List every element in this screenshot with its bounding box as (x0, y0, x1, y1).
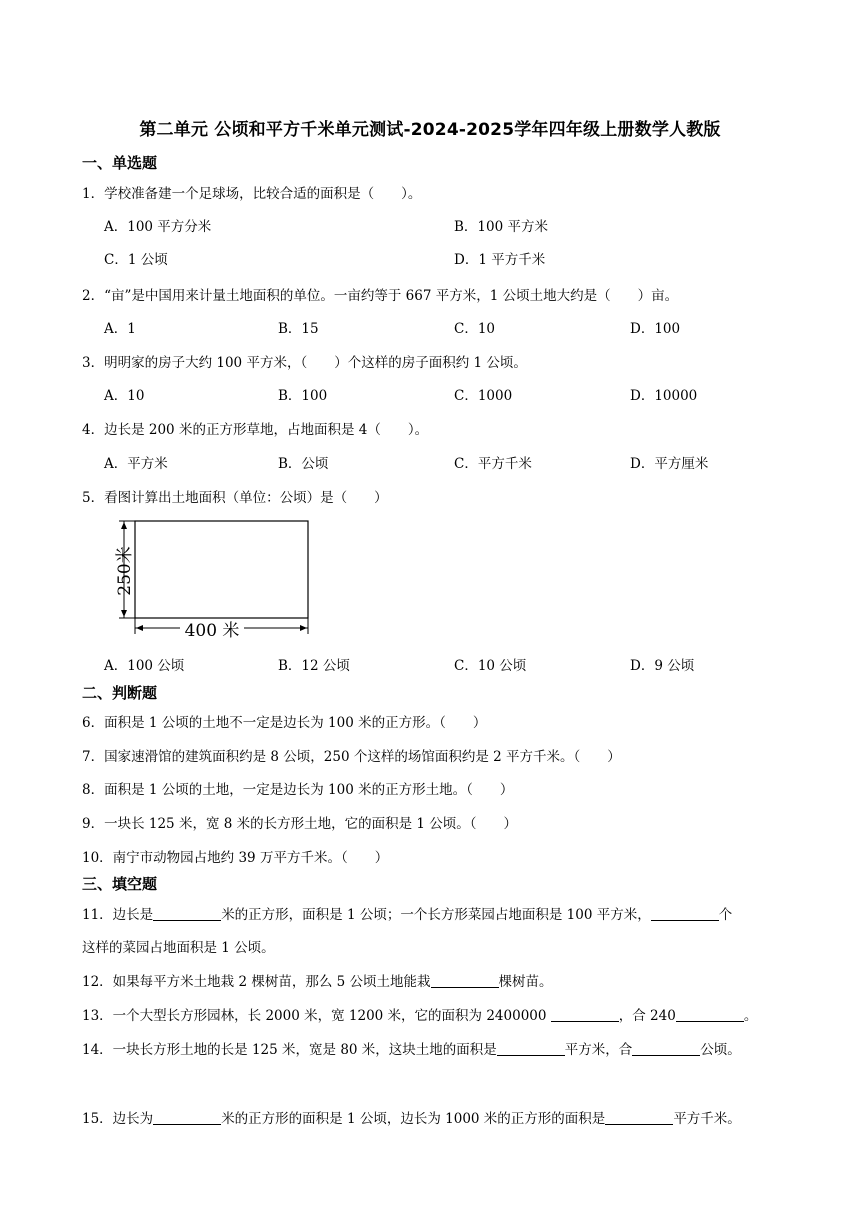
question-11-line-2: 这样的菜园占地面积是 1 公顷。 (82, 940, 275, 956)
question-15: 15．边长为 米的正方形的面积是 1 公顷，边长为 1000 米的正方形的面积是 平方千米。 (82, 1111, 741, 1127)
q1-option-c: C．1 公顷 (104, 252, 168, 268)
q3-option-c: C．1000 (454, 388, 513, 404)
q4-option-d: D．平方厘米 (630, 456, 709, 472)
section-heading-true-false: 二、判断题 (82, 684, 158, 702)
question-7: 7．国家速滑馆的建筑面积约是 8 公顷，250 个这样的场馆面积约是 2 平方千米。（ ） (82, 749, 621, 765)
section-heading-fill-blank: 三、填空题 (82, 875, 158, 893)
question-2: 2．“亩”是中国用来计量土地面积的单位。一亩约等于 667 平方米，1 公顷土地大约是（ ）亩。 (82, 288, 679, 304)
q15-blank-2[interactable] (605, 1110, 673, 1125)
q1-option-d: D．1 平方千米 (454, 252, 546, 268)
q13-blank-1[interactable] (551, 1007, 619, 1022)
q2-option-c: C．10 (454, 321, 496, 337)
land-rectangle (135, 521, 308, 618)
q3-option-a: A．10 (104, 388, 145, 404)
question-9: 9．一块长 125 米，宽 8 米的长方形土地，它的面积是 1 公顷。（ ） (82, 816, 518, 832)
q2-option-d: D．100 (630, 321, 681, 337)
width-label: 400 米 (184, 621, 240, 641)
q1-option-b: B．100 平方米 (454, 219, 548, 235)
height-label: 250米 (115, 546, 135, 596)
q11-blank-2[interactable] (651, 906, 719, 921)
page-title: 第二单元 公顷和平方千米单元测试-2024-2025学年四年级上册数学人教版 (139, 120, 721, 140)
q12-blank[interactable] (431, 973, 499, 988)
q3-option-b: B．100 (278, 388, 328, 404)
q14-blank-2[interactable] (632, 1041, 700, 1056)
section-heading-single-choice: 一、单选题 (82, 154, 158, 172)
q15-blank-1[interactable] (153, 1110, 221, 1125)
q11-blank-1[interactable] (153, 906, 221, 921)
question-12: 12．如果每平方米土地栽 2 棵树苗，那么 5 公顷土地能栽 棵树苗。 (82, 974, 553, 990)
q1-option-a: A．100 平方分米 (104, 219, 212, 235)
question-5: 5．看图计算出土地面积（单位：公顷）是（ ） (82, 490, 388, 506)
question-10: 10．南宁市动物园占地约 39 万平方千米。（ ） (82, 850, 389, 866)
question-14: 14．一块长方形土地的长是 125 米，宽是 80 米，这块土地的面积是 平方米，合 公顷。 (82, 1042, 741, 1058)
q3-option-d: D．10000 (630, 388, 698, 404)
q13-blank-2[interactable] (676, 1007, 744, 1022)
question-13: 13．一个大型长方形园林，长 2000 米，宽 1200 米，它的面积为 2400000 ，合 240 。 (82, 1008, 758, 1024)
q5-option-b: B．12 公顷 (278, 658, 350, 674)
q2-option-b: B．15 (278, 321, 319, 337)
q14-blank-1[interactable] (497, 1041, 565, 1056)
q4-option-b: B．公顷 (278, 456, 329, 472)
q4-option-c: C．平方千米 (454, 456, 532, 472)
question-1: 1．学校准备建一个足球场，比较合适的面积是（ ）。 (82, 186, 422, 202)
question-8: 8．面积是 1 公顷的土地，一定是边长为 100 米的正方形土地。（ ） (82, 782, 514, 798)
question-11: 11．边长是 米的正方形，面积是 1 公顷；一个长方形菜园占地面积是 100 平方米， 个 (82, 907, 733, 923)
q5-option-d: D．9 公顷 (630, 658, 695, 674)
q2-option-a: A．1 (104, 321, 136, 337)
question-4: 4．边长是 200 米的正方形草地，占地面积是 4（ ）。 (82, 422, 429, 438)
rectangle-land-figure (106, 514, 326, 644)
question-3: 3．明明家的房子大约 100 平方米，（ ）个这样的房子面积约 1 公顷。 (82, 355, 527, 371)
q5-option-a: A．100 公顷 (104, 658, 185, 674)
question-6: 6．面积是 1 公顷的土地不一定是边长为 100 米的正方形。（ ） (82, 715, 487, 731)
q5-option-c: C．10 公顷 (454, 658, 527, 674)
q4-option-a: A．平方米 (104, 456, 168, 472)
